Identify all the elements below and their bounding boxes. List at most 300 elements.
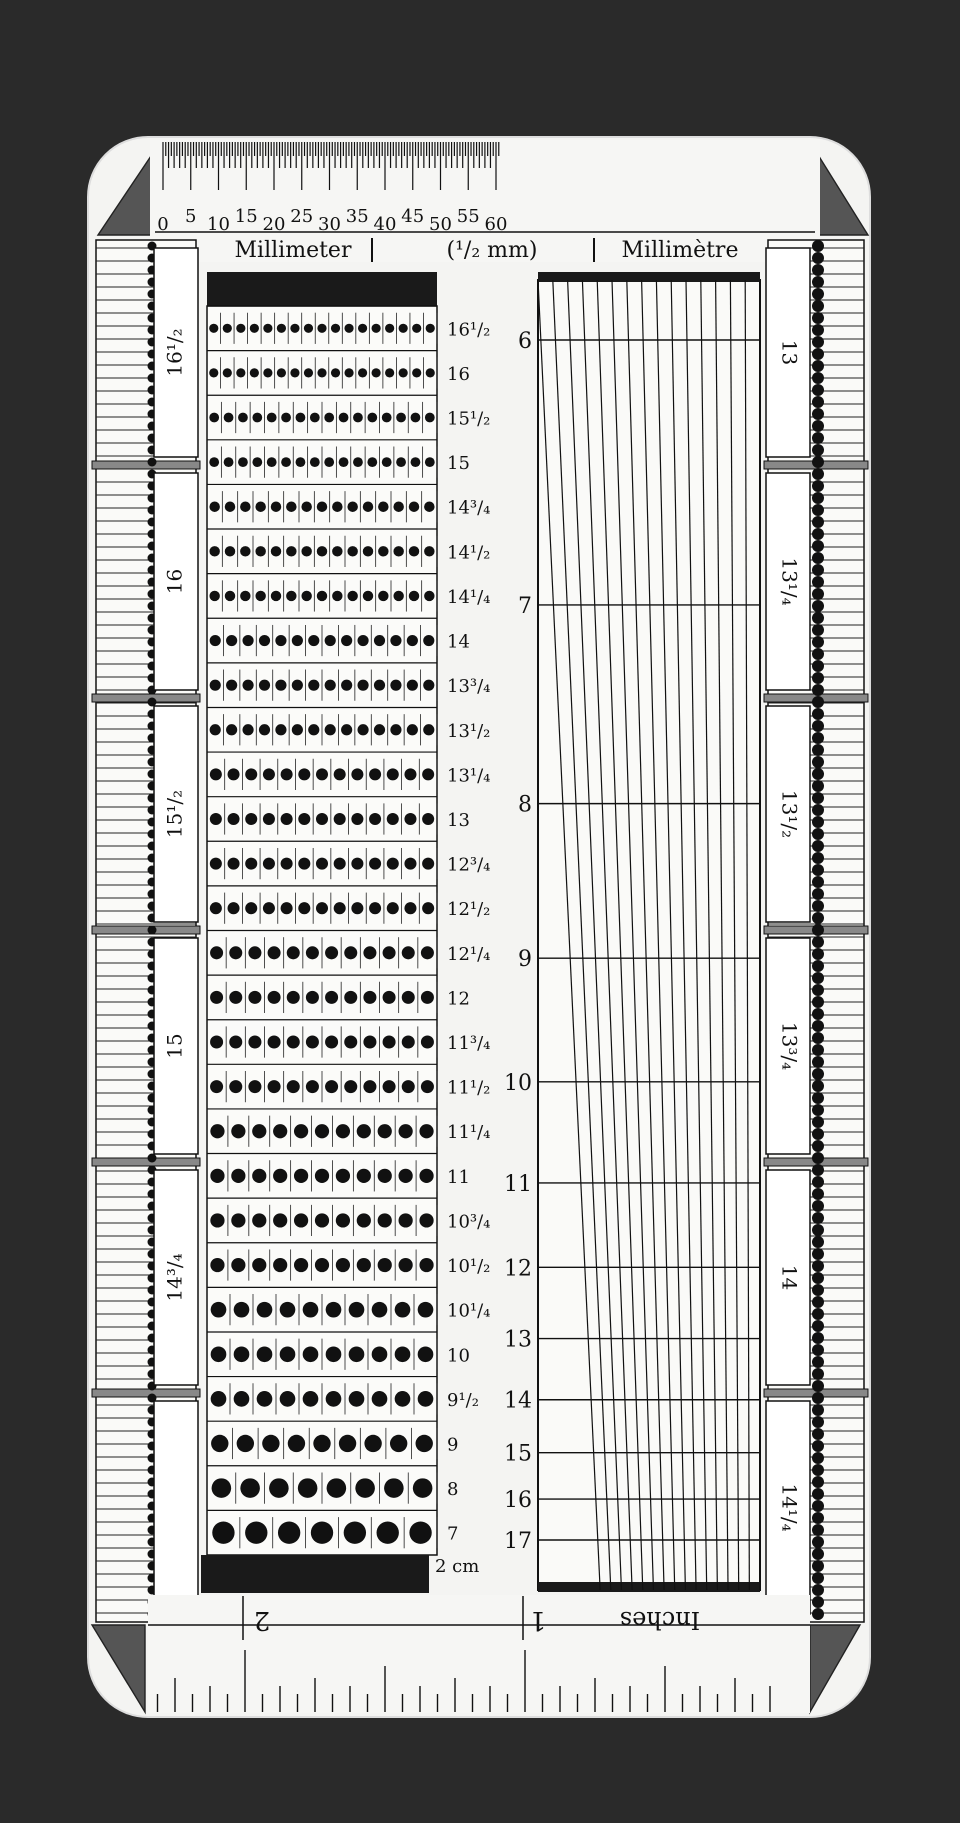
- top-tick-label: 30: [318, 214, 341, 235]
- side-separator-band: [92, 926, 200, 934]
- wedge-scale-label: 11: [504, 1171, 532, 1197]
- wedge-scale-label: 9: [518, 947, 532, 973]
- gauge-dot: [316, 902, 328, 914]
- gauge-dot: [229, 946, 242, 959]
- gauge-dot: [336, 1124, 350, 1138]
- gauge-dot: [422, 858, 434, 870]
- top-tick-label: 60: [484, 214, 508, 235]
- side-dot: [812, 912, 824, 924]
- gauge-dot: [280, 1391, 296, 1407]
- side-dot: [812, 660, 824, 672]
- gauge-dot: [212, 1522, 234, 1544]
- gauge-dot: [378, 502, 388, 512]
- gauge-dot: [211, 1391, 227, 1407]
- gauge-dot: [231, 1258, 245, 1272]
- side-dot: [812, 1092, 824, 1104]
- gauge-dot: [351, 858, 363, 870]
- gauge-dot: [310, 457, 320, 467]
- dot-row-label: 12¹/₂: [447, 899, 491, 921]
- gauge-dot: [395, 1346, 411, 1362]
- gauge-dot: [209, 457, 219, 467]
- gauge-dot: [327, 1478, 347, 1498]
- gauge-dot: [209, 546, 219, 556]
- gauge-dot: [229, 1080, 242, 1093]
- gauge-dot: [357, 635, 368, 646]
- side-dot: [812, 1536, 824, 1548]
- side-dot: [812, 360, 824, 372]
- gauge-dot: [422, 768, 434, 780]
- gauge-dot: [236, 368, 245, 377]
- side-dot: [812, 408, 824, 420]
- side-dot: [812, 1416, 824, 1428]
- side-dot: [812, 1296, 824, 1308]
- gauge-dot: [294, 1213, 308, 1227]
- dot-row-label: 11³/₄: [447, 1033, 491, 1055]
- side-dot: [812, 840, 824, 852]
- side-dot: [812, 276, 824, 288]
- wedge-scale-label: 16: [504, 1488, 532, 1514]
- gauge-dot: [418, 1391, 434, 1407]
- side-dot: [812, 468, 824, 480]
- top-caption-left: Millimeter: [234, 238, 352, 263]
- gauge-dot: [277, 368, 286, 377]
- gauge-dot: [209, 413, 219, 423]
- dot-row-label: 14³/₄: [447, 497, 491, 519]
- dot-row-label: 10¹/₂: [447, 1256, 491, 1278]
- gauge-dot: [416, 1435, 433, 1452]
- gauge-dot: [234, 1346, 250, 1362]
- gauge-dot: [421, 991, 434, 1004]
- side-label: 15: [162, 1033, 187, 1059]
- gauge-dot: [234, 1391, 250, 1407]
- side-label: 13¹/₄: [777, 557, 802, 606]
- gauge-dot: [252, 1124, 266, 1138]
- gauge-dot: [210, 724, 221, 735]
- gauge-dot: [238, 413, 248, 423]
- gauge-dot: [339, 457, 349, 467]
- gauge-dot: [423, 724, 434, 735]
- gauge-dot: [292, 724, 303, 735]
- side-dot: [812, 948, 824, 960]
- side-dot: [812, 1308, 824, 1320]
- gauge-dot: [263, 902, 275, 914]
- gauge-dot: [296, 457, 306, 467]
- gauge-dot: [383, 1036, 396, 1049]
- side-dot: [812, 348, 824, 360]
- side-dot: [812, 1476, 824, 1488]
- gauge-dot: [326, 1346, 342, 1362]
- gauge-dot: [280, 1302, 296, 1318]
- side-dot: [812, 1248, 824, 1260]
- side-dot: [812, 900, 824, 912]
- gauge-dot: [363, 591, 373, 601]
- side-dot: [812, 1212, 824, 1224]
- top-tick-label: 35: [345, 206, 369, 227]
- gauge-dot: [210, 635, 221, 646]
- gauge-dot: [224, 413, 234, 423]
- gauge-dot: [357, 1124, 371, 1138]
- gauge-dot: [325, 1036, 338, 1049]
- gauge-dot: [210, 813, 222, 825]
- side-dot: [812, 528, 824, 540]
- dot-row-label: 13: [447, 809, 470, 831]
- gauge-dot: [369, 813, 381, 825]
- side-dot: [812, 1464, 824, 1476]
- side-dot: [812, 1116, 824, 1128]
- top-tick-label: 25: [290, 206, 314, 227]
- side-dot: [812, 612, 824, 624]
- gauge-dot: [344, 1522, 366, 1544]
- side-dot: [812, 1260, 824, 1272]
- side-label: 14: [777, 1264, 802, 1291]
- side-label: 13¹/₂: [777, 789, 802, 839]
- gauge-dot: [331, 324, 340, 333]
- gauge-dot: [255, 502, 265, 512]
- gauge-dot: [384, 1478, 404, 1498]
- gauge-dot: [395, 1391, 411, 1407]
- gauge-dot: [315, 1124, 329, 1138]
- gauge-dot: [413, 1478, 433, 1498]
- gauge-dot: [275, 724, 286, 735]
- side-separator-band: [92, 461, 200, 469]
- side-dot: [812, 1368, 824, 1380]
- gauge-dot: [267, 457, 277, 467]
- side-dot: [812, 624, 824, 636]
- gauge-dot: [325, 680, 336, 691]
- gauge-dot: [288, 1435, 305, 1452]
- dot-grid-bottom-bar: [201, 1555, 429, 1593]
- gauge-dot: [298, 813, 310, 825]
- side-dot: [812, 1512, 824, 1524]
- gauge-dot: [296, 413, 306, 423]
- side-dot: [812, 1356, 824, 1368]
- side-dot: [812, 1272, 824, 1284]
- gauge-dot: [281, 413, 291, 423]
- gauge-dot: [378, 1169, 392, 1183]
- gauge-dot: [259, 635, 270, 646]
- side-dot: [812, 1584, 824, 1596]
- side-separator-band: [92, 1389, 200, 1397]
- dot-row-label: 12³/₄: [447, 854, 491, 876]
- dot-row-label: 11¹/₄: [447, 1122, 491, 1144]
- side-dot: [812, 696, 824, 708]
- side-dot: [812, 1488, 824, 1500]
- gauge-dot: [290, 324, 299, 333]
- gauge-dot: [421, 1080, 434, 1093]
- side-separator-band: [92, 1158, 200, 1166]
- side-dot: [812, 1560, 824, 1572]
- gauge-dot: [306, 1036, 319, 1049]
- gauge-dot: [374, 635, 385, 646]
- side-dot: [812, 396, 824, 408]
- gauge-dot: [263, 858, 275, 870]
- gauge-dot: [226, 635, 237, 646]
- gauge-dot: [225, 591, 235, 601]
- dot-row-label: 12: [447, 988, 470, 1010]
- gauge-dot: [334, 768, 346, 780]
- gauge-dot: [281, 813, 293, 825]
- side-dot: [812, 1164, 824, 1176]
- gauge-dot: [209, 502, 219, 512]
- gauge-dot: [339, 413, 349, 423]
- gauge-dot: [332, 546, 342, 556]
- gauge-dot: [426, 324, 435, 333]
- gauge-dot: [245, 902, 257, 914]
- gauge-dot: [273, 1169, 287, 1183]
- gauge-dot: [382, 457, 392, 467]
- gauge-dot: [286, 502, 296, 512]
- dot-row-label: 7: [447, 1523, 459, 1545]
- gauge-dot: [248, 946, 261, 959]
- wedge-scale-label: 14: [504, 1388, 532, 1414]
- left-side-panels: [92, 240, 200, 1622]
- gauge-dot: [395, 1302, 411, 1318]
- side-dot: [812, 1332, 824, 1344]
- gauge-dot: [210, 680, 221, 691]
- side-dot: [812, 1236, 824, 1248]
- side-dot: [812, 1044, 824, 1056]
- gauge-dot: [301, 546, 311, 556]
- gauge-dot: [259, 680, 270, 691]
- gauge-dot: [301, 502, 311, 512]
- side-dot: [812, 1320, 824, 1332]
- gauge-dot: [344, 991, 357, 1004]
- wedge-scale-label: 8: [518, 792, 532, 818]
- side-dot: [812, 420, 824, 432]
- side-dot: [812, 1200, 824, 1212]
- side-label: 15¹/₂: [162, 789, 187, 839]
- gauge-dot: [377, 1522, 399, 1544]
- side-dot: [812, 792, 824, 804]
- side-separator-band: [92, 694, 200, 702]
- gauge-dot: [423, 635, 434, 646]
- gauge-dot: [418, 1346, 434, 1362]
- gauge-dot: [210, 1169, 224, 1183]
- gauge-dot: [242, 635, 253, 646]
- gauge-dot: [409, 546, 419, 556]
- side-dot: [812, 264, 824, 276]
- gauge-dot: [325, 1080, 338, 1093]
- gauge-dot: [349, 1391, 365, 1407]
- side-dot: [812, 708, 824, 720]
- side-label: 14³/₄: [162, 1253, 187, 1302]
- gauge-dot: [399, 1258, 413, 1272]
- gauge-dot: [245, 813, 257, 825]
- gauge-dot: [268, 1080, 281, 1093]
- wedge-bottom-bar: [538, 1582, 760, 1592]
- bottom-label-2: 2: [253, 1605, 271, 1635]
- side-dot: [148, 1154, 157, 1163]
- gauge-dot: [367, 413, 377, 423]
- gauge-dot: [211, 1435, 228, 1452]
- dot-row-label: 14¹/₂: [447, 542, 491, 564]
- gauge-dot: [332, 591, 342, 601]
- gauge-dot: [210, 1258, 224, 1272]
- gauge-dot: [351, 768, 363, 780]
- dot-row-label: 9¹/₂: [447, 1389, 479, 1411]
- side-dot: [812, 672, 824, 684]
- gauge-dot: [306, 946, 319, 959]
- gauge-dot: [287, 1080, 300, 1093]
- side-dot: [812, 480, 824, 492]
- gauge-dot: [304, 324, 313, 333]
- gauge-dot: [255, 591, 265, 601]
- side-dot: [148, 926, 157, 935]
- gauge-dot: [390, 680, 401, 691]
- gauge-dot: [387, 858, 399, 870]
- side-dot: [812, 492, 824, 504]
- gauge-dot: [223, 324, 232, 333]
- dot-row-label: 8: [447, 1479, 459, 1501]
- side-dot: [812, 744, 824, 756]
- bottom-inch-ruler: [148, 1595, 810, 1713]
- gauge-dot: [334, 813, 346, 825]
- side-dot: [812, 780, 824, 792]
- gauge-dot: [287, 1036, 300, 1049]
- top-tick-label: 5: [185, 206, 197, 227]
- gauge-dot: [409, 1522, 431, 1544]
- gauge-dot: [326, 1302, 342, 1318]
- side-dot: [812, 1008, 824, 1020]
- gauge-dot: [334, 902, 346, 914]
- gauge-dot: [404, 858, 416, 870]
- gauge-dot: [390, 635, 401, 646]
- gauge-dot: [404, 813, 416, 825]
- top-tick-label: 45: [401, 206, 425, 227]
- gauge-dot: [407, 724, 418, 735]
- gauge-dot: [278, 1522, 300, 1544]
- gauge-dot: [292, 680, 303, 691]
- gauge-dot: [298, 1478, 318, 1498]
- gauge-dot: [315, 1258, 329, 1272]
- side-dot: [812, 768, 824, 780]
- side-dot: [812, 1572, 824, 1584]
- gauge-dot: [259, 724, 270, 735]
- gauge-dot: [369, 768, 381, 780]
- gauge-dot: [363, 1036, 376, 1049]
- gauge-dot: [250, 368, 259, 377]
- side-dot: [812, 1032, 824, 1044]
- gauge-dot: [263, 768, 275, 780]
- gauge-dot: [209, 324, 218, 333]
- gauge-dot: [344, 368, 353, 377]
- gauge-dot: [372, 324, 381, 333]
- gauge-dot: [341, 680, 352, 691]
- dot-row-label: 15: [447, 453, 470, 475]
- gauge-dot: [273, 1258, 287, 1272]
- dot-row-label: 10¹/₄: [447, 1300, 491, 1322]
- gauge-dot: [374, 724, 385, 735]
- side-dot: [812, 312, 824, 324]
- side-dot: [812, 1176, 824, 1188]
- side-dot: [812, 804, 824, 816]
- side-dot: [812, 828, 824, 840]
- side-dot: [812, 1224, 824, 1236]
- gauge-dot: [225, 546, 235, 556]
- side-dot: [812, 1068, 824, 1080]
- gauge-dot: [369, 902, 381, 914]
- gauge-dot: [324, 457, 334, 467]
- gauge-dot: [363, 502, 373, 512]
- gauge-dot: [212, 1478, 232, 1498]
- gauge-dot: [257, 1346, 273, 1362]
- gauge-dot: [317, 591, 327, 601]
- gauge-dot: [341, 724, 352, 735]
- side-dot: [812, 816, 824, 828]
- side-dot: [812, 1152, 824, 1164]
- gauge-dot: [223, 368, 232, 377]
- gauge-dot: [387, 813, 399, 825]
- gauge-dot: [231, 1169, 245, 1183]
- gauge-dot: [358, 324, 367, 333]
- side-dot: [812, 876, 824, 888]
- gauge-dot: [225, 502, 235, 512]
- side-dot: [812, 432, 824, 444]
- dot-row-label: 10: [447, 1345, 470, 1367]
- gauge-dot: [351, 813, 363, 825]
- side-dot: [812, 1140, 824, 1152]
- side-dot: [812, 504, 824, 516]
- gauge-dot: [402, 946, 415, 959]
- gauge-dot: [372, 1302, 388, 1318]
- gauge-dot: [426, 368, 435, 377]
- gauge-dot: [383, 946, 396, 959]
- gauge-dot: [369, 858, 381, 870]
- side-dot: [812, 1056, 824, 1068]
- gauge-dot: [341, 635, 352, 646]
- gauge-dot: [347, 502, 357, 512]
- gauge-dot: [393, 546, 403, 556]
- gauge-dot: [367, 457, 377, 467]
- side-dot: [812, 336, 824, 348]
- side-dot: [812, 684, 824, 696]
- gauge-dot: [418, 1302, 434, 1318]
- gauge-dot: [336, 1258, 350, 1272]
- side-dot: [812, 456, 824, 468]
- side-dot: [812, 720, 824, 732]
- gauge-dot: [303, 1391, 319, 1407]
- wedge-scale-label: 12: [504, 1256, 532, 1282]
- gauge-dot: [325, 991, 338, 1004]
- gauge-dot: [357, 1258, 371, 1272]
- side-dot: [812, 1404, 824, 1416]
- gauge-dot: [407, 635, 418, 646]
- gauge-dot: [287, 946, 300, 959]
- gauge-dot: [236, 324, 245, 333]
- gauge-dot: [310, 413, 320, 423]
- gauge-dot: [281, 457, 291, 467]
- dot-row-label: 11¹/₂: [447, 1077, 491, 1099]
- gauge-dot: [301, 591, 311, 601]
- gauge-dot: [357, 1213, 371, 1227]
- gauge-dot: [363, 991, 376, 1004]
- gauge-dot: [402, 1036, 415, 1049]
- gauge-dot: [349, 1302, 365, 1318]
- gauge-dot: [209, 368, 218, 377]
- gauge-dot: [357, 724, 368, 735]
- wedge-scale-label: 13: [504, 1327, 532, 1353]
- gauge-dot: [294, 1124, 308, 1138]
- gauge-dot: [268, 1036, 281, 1049]
- dot-row-label: 16¹/₂: [447, 319, 491, 341]
- gauge-dot: [336, 1213, 350, 1227]
- gauge-dot: [407, 680, 418, 691]
- side-label-box: [154, 1401, 198, 1614]
- gauge-dot: [317, 546, 327, 556]
- side-dot: [812, 516, 824, 528]
- gauge-dot: [399, 1169, 413, 1183]
- gauge-dot: [210, 946, 223, 959]
